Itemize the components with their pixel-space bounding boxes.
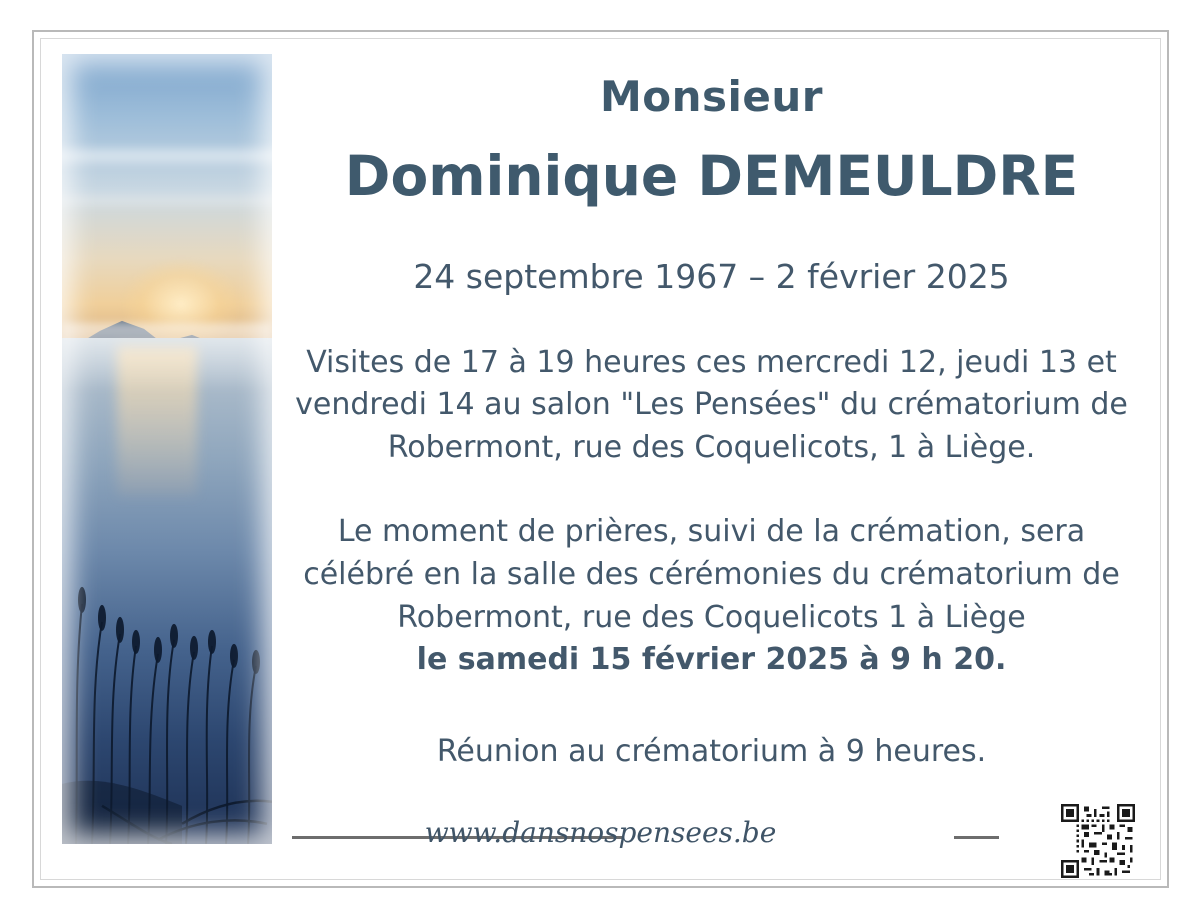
memorial-card <box>32 30 1169 888</box>
website-link[interactable]: www.dansnospensees.be <box>424 816 777 849</box>
card-footer <box>62 810 1139 864</box>
ceremony-text: Le moment de prières, suivi de la crémation, sera célébré en la salle des cérémonies du crématorium de Robermont, rue des Coquelicots 1 à Liège <box>303 514 1120 635</box>
memorial-text-column <box>284 60 1139 769</box>
honorific: Monsieur <box>599 72 824 121</box>
photo-cloud-band <box>62 149 272 163</box>
qr-code-icon <box>1061 804 1135 878</box>
visits-paragraph: Visites de 17 à 19 heures ces mercredi 12, jeudi 13 et vendredi 14 au salon "Les Pensées" du crématorium de Robermont, rue des Coquelicots, 1 à Liège. <box>295 344 1128 465</box>
deceased-name: Dominique DEMEULDRE <box>344 144 1079 209</box>
closing-note: Réunion au crématorium à 9 heures. <box>436 733 987 769</box>
life-dates: 24 septembre 1967 – 2 février 2025 <box>413 256 1010 296</box>
photo-cloud-band <box>62 196 272 205</box>
photo-reeds <box>62 354 272 844</box>
lake-at-sunrise-photo <box>62 54 272 844</box>
ceremony-datetime: le samedi 15 février 2025 à 9 h 20. <box>416 642 1007 678</box>
ceremony-paragraph <box>284 511 1139 681</box>
qr-code[interactable] <box>1061 804 1135 878</box>
